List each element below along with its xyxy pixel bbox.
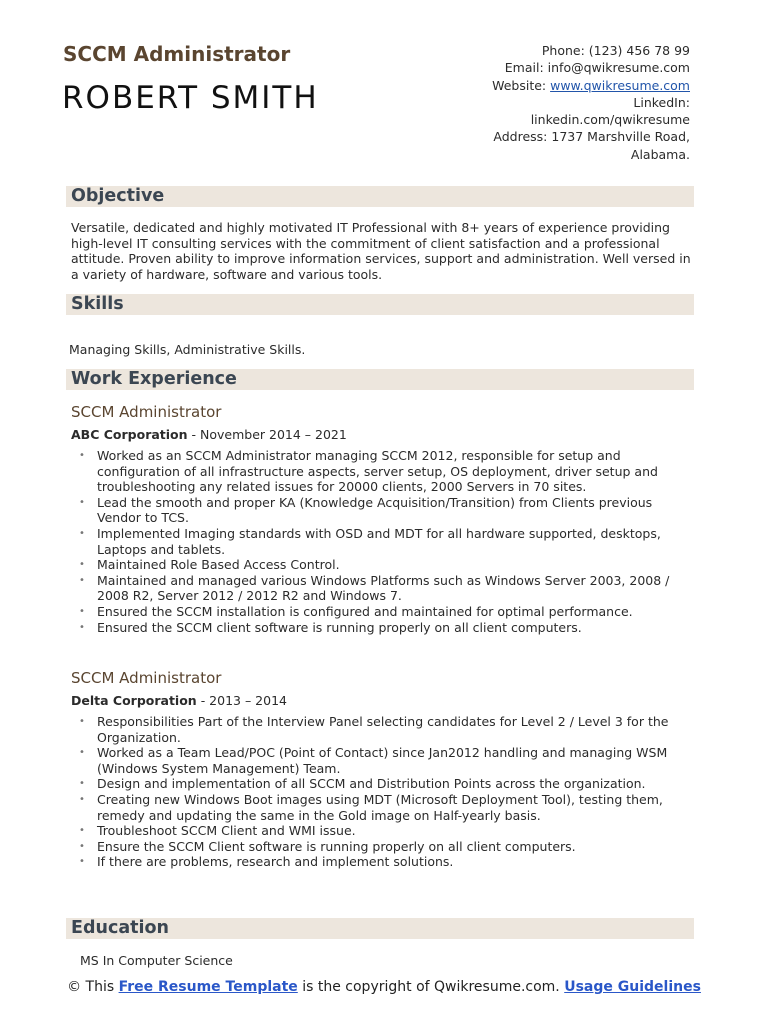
free-resume-template-link[interactable]: Free Resume Template xyxy=(118,979,298,995)
duty-item: • Lead the smooth and proper KA (Knowledge Acquisition/Transition) from Clients previous Vendor to TCS. xyxy=(79,495,684,526)
job-title: SCCM Administrator xyxy=(71,403,222,421)
skills-section-bar xyxy=(66,294,694,315)
contact-email: Email: info@qwikresume.com xyxy=(504,60,690,76)
job-company-line xyxy=(71,693,287,708)
objective-text: Versatile, dedicated and highly motivated IT Professional with 8+ years of experience providing high-level IT consulting services with the commitment of client satisfaction and a professional attitude. Proven ability to improve information services, support and administration. Well versed in a variety of hardware, software and various tools. xyxy=(71,220,691,282)
usage-guidelines-link[interactable]: Usage Guidelines xyxy=(564,979,701,995)
contact-website xyxy=(390,77,690,94)
website-link[interactable]: www.qwikresume.com xyxy=(550,77,690,93)
duty-item: • Design and implementation of all SCCM and Distribution Points across the organization. xyxy=(79,776,684,792)
duty-item: • Implemented Imaging standards with OSD and MDT for all hardware supported, desktops, Laptops and tablets. xyxy=(79,526,684,557)
contact-block xyxy=(390,42,690,163)
contact-phone: Phone: (123) 456 78 99 xyxy=(541,43,690,58)
duty-item: • Ensured the SCCM client software is running properly on all client computers. xyxy=(79,620,684,636)
skills-heading: Skills xyxy=(71,294,124,314)
job-company-line xyxy=(71,427,347,442)
job-title: SCCM Administrator xyxy=(71,669,222,687)
contact-linkedin-value: linkedin.com/qwikresume xyxy=(530,112,690,128)
company-name: Delta Corporation xyxy=(71,693,197,708)
job-duties-list xyxy=(79,714,684,870)
duty-item: • Maintained and managed various Windows Platforms such as Windows Server 2003, 2008 / 2008 R2, Server 2012 / 2012 R2 and Windows 7. xyxy=(79,573,684,604)
contact-linkedin-label: LinkedIn: xyxy=(633,94,690,110)
copyright-footer xyxy=(0,979,768,996)
duty-item: • Worked as a Team Lead/POC (Point of Contact) since Jan2012 handling and managing WSM (Windows System Management) Team. xyxy=(79,745,684,776)
duty-item: • Creating new Windows Boot images using MDT (Microsoft Deployment Tool), testing them, remedy and updating the same in the Gold image on Half-yearly basis. xyxy=(79,792,684,823)
company-name: ABC Corporation xyxy=(71,427,188,442)
duty-item: • Ensured the SCCM installation is configured and maintained for optimal performance. xyxy=(79,604,684,620)
objective-heading: Objective xyxy=(71,186,165,206)
resume-job-title: SCCM Administrator xyxy=(63,42,291,66)
contact-address-line2: Alabama. xyxy=(630,146,690,162)
candidate-name: ROBERT SMITH xyxy=(62,80,319,116)
job-dates: - 2013 – 2014 xyxy=(196,693,287,708)
education-text: MS In Computer Science xyxy=(80,953,233,968)
website-label: Website: xyxy=(492,77,551,93)
duty-item: • Troubleshoot SCCM Client and WMI issue. xyxy=(79,823,684,839)
duty-item: • If there are problems, research and implement solutions. xyxy=(79,854,684,870)
job-duties-list xyxy=(79,448,684,635)
duty-item: • Worked as an SCCM Administrator managing SCCM 2012, responsible for setup and configuration of all infrastructure aspects, server setup, OS deployment, driver setup and troubleshooting any related issues for 20000 clients, 2000 Servers in 70 sites. xyxy=(79,448,684,495)
contact-address-line1: Address: 1737 Marshville Road, xyxy=(493,129,690,145)
duty-item: • Maintained Role Based Access Control. xyxy=(79,557,684,573)
education-heading: Education xyxy=(71,918,169,938)
footer-prefix: © This xyxy=(67,979,119,995)
footer-middle: is the copyright of Qwikresume.com. xyxy=(297,979,565,995)
duty-item: • Ensure the SCCM Client software is running properly on all client computers. xyxy=(79,839,684,855)
job-dates: - November 2014 – 2021 xyxy=(187,427,347,442)
skills-text: Managing Skills, Administrative Skills. xyxy=(69,342,306,357)
duty-item: • Responsibilities Part of the Interview Panel selecting candidates for Level 2 / Level 3 for the Organization. xyxy=(79,714,684,745)
work-heading: Work Experience xyxy=(71,369,237,389)
